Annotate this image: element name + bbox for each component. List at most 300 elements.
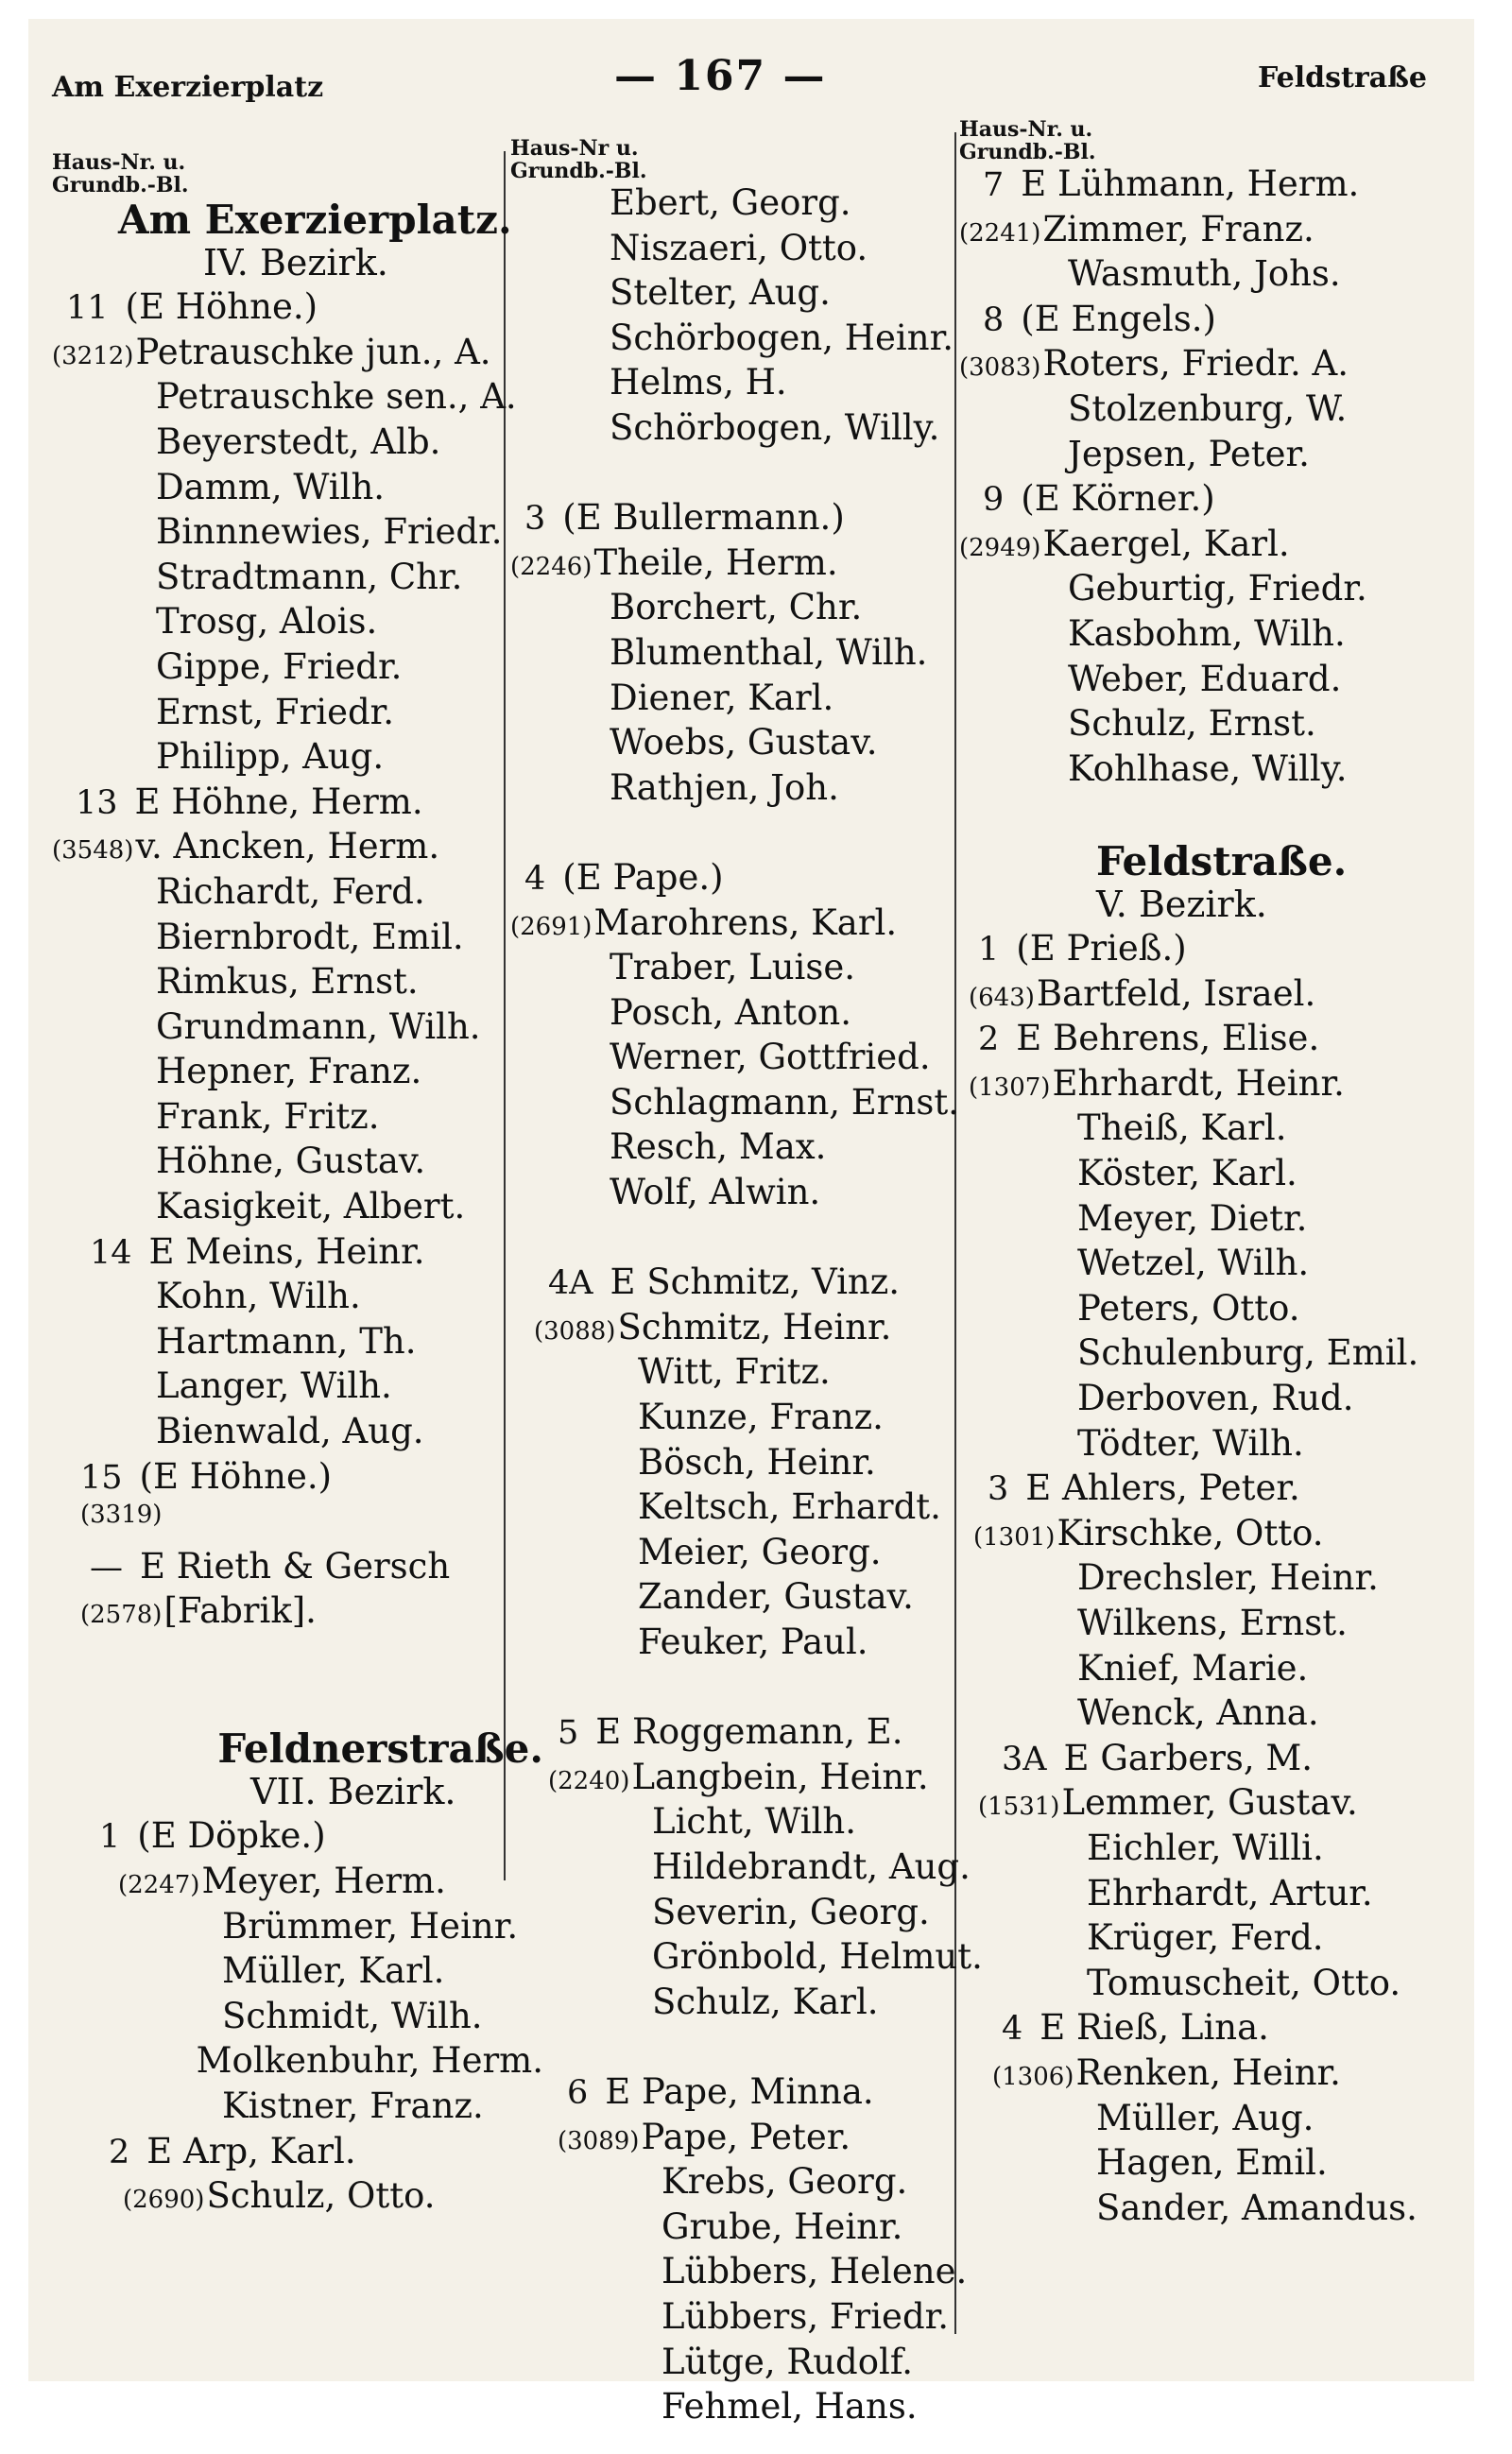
resident-name: (E Engels.) (1021, 298, 1216, 339)
resident-name: (E Höhne.) (139, 1455, 333, 1497)
resident-name: Langbein, Heinr. (631, 1756, 929, 1797)
list-item (510, 1397, 1002, 1442)
house-number: 3A (1002, 1740, 1047, 1778)
list-item (510, 182, 1002, 228)
list-item (959, 703, 1460, 748)
list-item (510, 228, 1002, 273)
resident-name: Witt, Fritz. (638, 1351, 831, 1393)
list-item (52, 2085, 543, 2131)
resident-name: E Ahlers, Peter. (1025, 1467, 1300, 1509)
resident-name: Theiß, Karl. (1077, 1107, 1287, 1149)
list-item (52, 871, 543, 917)
ground-register-number: (2241) (959, 218, 1041, 248)
resident-name: Ernst, Friedr. (156, 691, 395, 732)
list-item (510, 1351, 1002, 1397)
list-item (959, 2142, 1460, 2188)
resident-name: Hartmann, Th. (156, 1320, 417, 1362)
list-item (959, 163, 1460, 209)
resident-name: Ehrhardt, Heinr. (1052, 1062, 1345, 1104)
list-item (52, 2040, 543, 2085)
list-item (52, 781, 543, 827)
list-item (52, 1590, 543, 1636)
house-number: 5 (558, 1714, 579, 1753)
resident-name: Köster, Karl. (1077, 1153, 1297, 1194)
list-item (52, 557, 543, 602)
resident-name: Grönbold, Helmut. (652, 1936, 983, 1978)
list-item (510, 2342, 1002, 2387)
list-item (510, 1037, 1002, 1082)
resident-name: Peters, Otto. (1077, 1287, 1300, 1329)
ground-register-number: (3212) (52, 341, 134, 370)
resident-name: Müller, Aug. (1096, 2097, 1314, 2138)
resident-name: Beyerstedt, Alb. (156, 420, 441, 462)
column-2 (510, 136, 1005, 2431)
list-item (510, 902, 1002, 948)
resident-name: Kirschke, Otto. (1057, 1512, 1324, 1553)
list-item (510, 1846, 1002, 1892)
list-item (510, 2117, 1002, 2162)
resident-name: Bienwald, Aug. (156, 1411, 424, 1452)
ground-register-number: (2949) (959, 533, 1041, 562)
resident-name: Licht, Wilh. (652, 1801, 856, 1843)
list-item (52, 467, 543, 512)
resident-name: Lübbers, Friedr. (662, 2295, 950, 2337)
resident-name: Schulz, Karl. (652, 1981, 879, 2022)
resident-name: Höhne, Gustav. (156, 1141, 426, 1182)
resident-name: Pape, Peter. (641, 2116, 851, 2157)
resident-name: Hepner, Franz. (156, 1051, 422, 1092)
list-item (959, 523, 1460, 569)
list-item (959, 434, 1460, 479)
list-item (52, 917, 543, 962)
list-item (959, 928, 1460, 973)
list-item (959, 1288, 1460, 1333)
list-item (52, 1096, 543, 1141)
list-item (52, 601, 543, 646)
house-number: 9 (983, 481, 1005, 520)
resident-name: Weber, Eduard. (1068, 658, 1342, 699)
resident-name: Blumenthal, Wilh. (610, 631, 928, 673)
resident-name: Petrauschke sen., A. (156, 376, 517, 418)
resident-name: Tomuscheit, Otto. (1087, 1962, 1401, 2003)
resident-name: Stelter, Aug. (610, 272, 831, 314)
resident-name: Trosg, Alois. (156, 601, 378, 643)
list-item (510, 1082, 1002, 1127)
resident-name: Schörbogen, Willy. (610, 406, 940, 448)
house-number: 13 (76, 783, 118, 822)
list-item (52, 1456, 543, 1502)
spacer (510, 1667, 1002, 1712)
resident-name: Borchert, Chr. (610, 587, 863, 628)
list-item (959, 1917, 1460, 1963)
resident-name: E Höhne, Herm. (134, 781, 423, 822)
list-item (510, 317, 1002, 363)
resident-name: Ebert, Georg. (610, 182, 851, 223)
house-number: 1 (978, 931, 1000, 970)
list-item (510, 1982, 1002, 2027)
resident-name: (E Döpke.) (137, 1815, 326, 1857)
resident-name: Knief, Marie. (1077, 1647, 1309, 1689)
list-item (510, 1532, 1002, 1577)
column-3 (959, 118, 1460, 2232)
resident-name: Langer, Wilh. (156, 1365, 392, 1407)
list-item (510, 407, 1002, 453)
list-item (510, 1622, 1002, 1667)
list-item (959, 1782, 1460, 1828)
resident-name: Kasigkeit, Albert. (156, 1186, 466, 1227)
resident-name: Schmidt, Wilh. (222, 1995, 483, 2036)
resident-name: Wilkens, Ernst. (1077, 1603, 1348, 1643)
resident-name: Philipp, Aug. (156, 736, 385, 778)
resident-name: E Garbers, M. (1063, 1737, 1314, 1778)
ground-register-number: (2246) (510, 552, 593, 581)
resident-name: Woebs, Gustav. (610, 722, 878, 764)
list-item (959, 1648, 1460, 1693)
resident-name: Grundmann, Wilh. (156, 1005, 481, 1047)
list-item (52, 421, 543, 467)
list-item (510, 497, 1002, 542)
street-title (52, 1725, 543, 1771)
list-item (52, 1815, 543, 1861)
resident-name: E Lühmann, Herm. (1021, 163, 1360, 204)
column-1 (52, 150, 546, 2221)
directory-page (28, 19, 1474, 2428)
spacer (52, 1681, 543, 1726)
ground-register-number: (2691) (510, 912, 593, 941)
list-item (52, 1006, 543, 1052)
resident-name: Derboven, Rud. (1077, 1378, 1354, 1419)
house-number: 4A (548, 1264, 593, 1303)
ground-register-number: (1531) (978, 1793, 1060, 1822)
ground-register-number: (643) (969, 983, 1035, 1012)
resident-name: (E Pape.) (562, 856, 724, 898)
resident-name: Fehmel, Hans. (662, 2386, 918, 2428)
list-item (959, 1873, 1460, 1918)
ground-register-number: (2240) (548, 1766, 630, 1795)
list-item (959, 1603, 1460, 1648)
resident-name: Richardt, Ferd. (156, 870, 425, 912)
resident-name: (E Prieß.) (1016, 928, 1187, 970)
house-number: 4 (524, 859, 546, 898)
ground-register-number: (1306) (992, 2062, 1074, 2091)
street-title (52, 197, 543, 242)
resident-name: Drechsler, Heinr. (1077, 1557, 1379, 1599)
house-number: 1 (99, 1818, 121, 1857)
street-name: Feldstraße. (1096, 837, 1348, 884)
resident-name: E Pape, Minna. (605, 2070, 874, 2112)
list-item (52, 1996, 543, 2041)
ground-register-number: (3088) (534, 1316, 616, 1346)
ground-register-number: (1301) (973, 1522, 1056, 1552)
resident-name: (E Körner.) (1021, 478, 1215, 520)
list-item (510, 1576, 1002, 1622)
street-name: Feldnerstraße. (217, 1725, 543, 1773)
house-number: 4 (1002, 2010, 1023, 2049)
list-item (52, 332, 543, 377)
house-number: 14 (90, 1233, 132, 1272)
list-item (510, 2161, 1002, 2206)
resident-name: [Fabrik]. (163, 1590, 317, 1632)
house-number: 2 (109, 2133, 130, 2171)
list-item (510, 1892, 1002, 1937)
resident-name: Molkenbuhr, Herm. (196, 2040, 543, 2082)
resident-name: Schulz, Otto. (206, 2175, 436, 2217)
list-item (510, 542, 1002, 588)
resident-name: Meyer, Herm. (201, 1860, 446, 1901)
list-item (52, 1276, 543, 1321)
list-item (510, 767, 1002, 813)
resident-name: Gippe, Friedr. (156, 645, 403, 687)
list-item (52, 961, 543, 1006)
list-item (52, 736, 543, 781)
resident-name: Geburtig, Friedr. (1068, 568, 1367, 609)
list-item (52, 1141, 543, 1186)
resident-name: Theile, Herm. (593, 541, 838, 583)
list-item (510, 272, 1002, 317)
resident-name: Binnnewies, Friedr. (156, 511, 503, 553)
resident-name: Bartfeld, Israel. (1036, 972, 1316, 1014)
list-item (510, 2071, 1002, 2117)
list-item (52, 1231, 543, 1277)
list-item (959, 1153, 1460, 1198)
resident-name: Müller, Karl. (222, 1950, 445, 1992)
resident-name: (E Höhne.) (125, 286, 318, 328)
running-head-right: Feldstraße (1258, 61, 1427, 94)
list-item (959, 659, 1460, 704)
resident-name: E Schmitz, Vinz. (610, 1261, 901, 1303)
resident-name: Renken, Heinr. (1075, 2051, 1341, 2093)
list-item (959, 299, 1460, 344)
list-item (52, 826, 543, 871)
list-item (510, 1757, 1002, 1802)
list-item (959, 2188, 1460, 2233)
resident-name: Wolf, Alwin. (610, 1172, 821, 1213)
list-item (510, 1801, 1002, 1846)
spacer (52, 1636, 543, 1681)
resident-name: Schmitz, Heinr. (617, 1306, 892, 1347)
list-item (959, 1107, 1460, 1153)
resident-name: Jepsen, Peter. (1068, 433, 1310, 474)
list-item (959, 1738, 1460, 1783)
list-item (959, 2052, 1460, 2098)
list-item (959, 1692, 1460, 1738)
column-heading: Haus-Nr u. Grundb.-Bl. (510, 136, 647, 183)
list-item (959, 1963, 1460, 2008)
list-item (510, 587, 1002, 632)
list-item (959, 973, 1460, 1019)
list-item (510, 1711, 1002, 1757)
resident-name: Werner, Gottfried. (610, 1037, 931, 1078)
list-item (52, 1906, 543, 1951)
list-item (52, 286, 543, 332)
list-item (959, 2007, 1460, 2052)
resident-name: Resch, Max. (610, 1126, 827, 1168)
list-item (52, 2131, 543, 2176)
resident-name: Rathjen, Joh. (610, 766, 839, 808)
district-label (959, 884, 1460, 929)
house-number: 3 (988, 1470, 1009, 1509)
list-item (52, 646, 543, 692)
resident-name: Keltsch, Erhardt. (638, 1486, 941, 1528)
resident-name: E Roggemann, E. (595, 1711, 903, 1753)
list-item (52, 1411, 543, 1456)
list-item (959, 748, 1460, 794)
list-item (959, 1063, 1460, 1108)
list-item (52, 1051, 543, 1096)
list-item (52, 1546, 543, 1591)
district-name: V. Bezirk. (1096, 883, 1267, 925)
ground-register-number: (2578) (80, 1601, 163, 1630)
list-item (959, 1557, 1460, 1603)
resident-name: Wasmuth, Johs. (1068, 253, 1341, 295)
resident-name: Damm, Wilh. (156, 466, 386, 507)
resident-name: (E Bullermann.) (562, 497, 845, 539)
ground-register-number: (2247) (118, 1870, 200, 1899)
resident-name: Schörbogen, Heinr. (610, 317, 954, 358)
list-item (959, 613, 1460, 659)
list-item (510, 1486, 1002, 1532)
list-item (959, 1018, 1460, 1063)
resident-name: Hildebrandt, Aug. (652, 1845, 971, 1887)
list-item (52, 1950, 543, 1996)
house-number: 8 (983, 300, 1005, 339)
resident-name: Stradtmann, Chr. (156, 556, 463, 597)
resident-name: Helms, H. (610, 362, 787, 403)
list-item (510, 2206, 1002, 2252)
ground-register-number: (3089) (558, 2126, 640, 2155)
resident-name: Stolzenburg, W. (1068, 387, 1348, 429)
house-number: 3 (524, 500, 546, 539)
list-item (959, 1198, 1460, 1244)
district-label (52, 242, 543, 287)
spacer (510, 2026, 1002, 2071)
house-number: 15 (80, 1458, 123, 1497)
list-item (52, 2175, 543, 2221)
house-number: — (90, 1548, 123, 1587)
list-item (959, 2098, 1460, 2143)
resident-name: Sander, Amandus. (1096, 2187, 1418, 2228)
resident-name: Kaergel, Karl. (1042, 523, 1290, 564)
list-item (510, 632, 1002, 678)
column-heading: Haus-Nr. u. Grundb.-Bl. (959, 117, 1096, 164)
list-item (510, 722, 1002, 767)
list-item (510, 947, 1002, 992)
ground-register-number: (3548) (52, 836, 134, 866)
house-number: 11 (66, 289, 109, 328)
street-title (959, 838, 1460, 884)
house-number: 6 (567, 2073, 589, 2112)
list-item (52, 376, 543, 421)
resident-name: Kistner, Franz. (222, 2085, 484, 2126)
list-item (959, 1423, 1460, 1468)
resident-name: Schlagmann, Ernst. (610, 1081, 959, 1123)
resident-name: Lübbers, Helene. (662, 2251, 968, 2292)
resident-name: Niszaeri, Otto. (610, 227, 868, 268)
resident-name: Hagen, Emil. (1096, 2142, 1328, 2184)
resident-name: E Rieß, Lina. (1040, 2007, 1269, 2049)
list-item (510, 1307, 1002, 1352)
spacer (510, 812, 1002, 857)
list-item (52, 1186, 543, 1231)
list-item (510, 2386, 1002, 2431)
list-item (959, 1332, 1460, 1378)
resident-name: Petrauschke jun., A. (135, 331, 491, 372)
resident-name: Tödter, Wilh. (1077, 1422, 1304, 1464)
list-item (510, 857, 1002, 902)
resident-name: Wetzel, Wilh. (1077, 1243, 1310, 1284)
street-name: Am Exerzierplatz. (118, 197, 512, 243)
resident-name: Diener, Karl. (610, 677, 834, 718)
list-item (52, 1501, 543, 1546)
ground-register-number: (3083) (959, 353, 1041, 383)
resident-name: Meier, Georg. (638, 1531, 882, 1572)
house-number: 2 (978, 1021, 1000, 1059)
resident-name: Schulenburg, Emil. (1077, 1332, 1419, 1374)
ground-register-number: (3319) (80, 1501, 163, 1530)
list-item (510, 1442, 1002, 1487)
resident-name: E Behrens, Elise. (1016, 1018, 1320, 1059)
list-item (959, 478, 1460, 523)
resident-name: E Arp, Karl. (146, 2130, 356, 2171)
resident-name: Zimmer, Franz. (1042, 208, 1314, 249)
list-item (510, 2296, 1002, 2342)
resident-name: Brümmer, Heinr. (222, 1905, 519, 1947)
resident-name: Krebs, Georg. (662, 2161, 908, 2203)
list-item (510, 1172, 1002, 1217)
page-number: — 167 — (614, 52, 827, 100)
column-heading: Haus-Nr. u. Grundb.-Bl. (52, 150, 189, 197)
list-item (52, 511, 543, 557)
resident-name: Feuker, Paul. (638, 1622, 868, 1662)
running-head-left: Am Exerzierplatz (52, 71, 324, 104)
list-item (959, 343, 1460, 388)
list-item (959, 1467, 1460, 1513)
list-item (52, 692, 543, 737)
district-label (52, 1771, 543, 1816)
resident-name: Bösch, Heinr. (638, 1441, 876, 1483)
resident-name: Lütge, Rudolf. (662, 2341, 913, 2382)
district-name: IV. Bezirk. (203, 241, 388, 283)
resident-name: Meyer, Dietr. (1077, 1197, 1308, 1239)
list-item (510, 1261, 1002, 1307)
list-item (52, 1365, 543, 1411)
list-item (510, 1936, 1002, 1982)
resident-name: Eichler, Willi. (1087, 1827, 1324, 1868)
resident-name: Kasbohm, Wilh. (1068, 612, 1346, 654)
ground-register-number: (1307) (969, 1073, 1051, 1102)
resident-name: Marohrens, Karl. (593, 901, 898, 943)
list-item (510, 1126, 1002, 1172)
list-item (510, 362, 1002, 407)
resident-name: Traber, Luise. (610, 947, 856, 988)
list-item (959, 1378, 1460, 1423)
list-item (510, 678, 1002, 723)
list-item (959, 1513, 1460, 1558)
resident-name: Schulz, Ernst. (1068, 703, 1316, 745)
list-item (959, 1243, 1460, 1288)
resident-name: E Rieth & Gersch (140, 1545, 451, 1587)
resident-name: Rimkus, Ernst. (156, 961, 419, 1003)
list-item (959, 388, 1460, 434)
list-item (959, 209, 1460, 254)
resident-name: v. Ancken, Herm. (135, 826, 440, 867)
resident-name: Zander, Gustav. (638, 1576, 914, 1618)
list-item (52, 1321, 543, 1366)
spacer (510, 1217, 1002, 1262)
house-number: 7 (983, 166, 1005, 204)
list-item (959, 568, 1460, 613)
list-item (959, 1828, 1460, 1873)
